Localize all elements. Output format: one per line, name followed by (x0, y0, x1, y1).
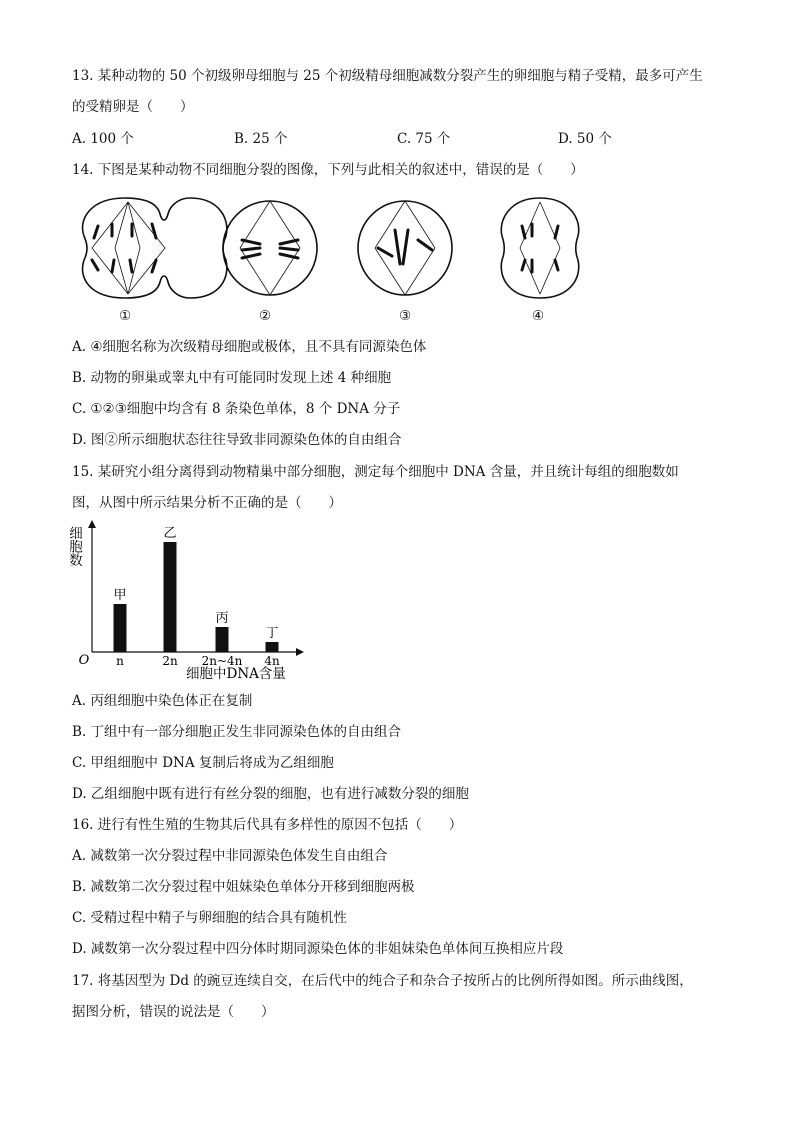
bar-label-4: 丁 (265, 626, 279, 641)
q16-option-a: A. 减数第一次分裂过程中非同源染色体发生自由组合 (72, 848, 388, 864)
q13-option-d: D. 50 个 (558, 131, 612, 147)
bar-4 (266, 642, 279, 652)
bar-2 (164, 542, 177, 652)
q14-stem: 14. 下图是某种动物不同细胞分裂的图像，下列与此相关的叙述中，错误的是（ ） (72, 162, 584, 178)
cell-figure-2 (223, 201, 317, 295)
x-axis-arrow (296, 648, 304, 656)
x-tick-4: 4n (264, 654, 280, 668)
q15-option-c: C. 甲组细胞中 DNA 复制后将成为乙组细胞 (72, 755, 334, 771)
q15-stem-line1: 15. 某研究小组分离得到动物精巢中部分细胞，测定每个细胞中 DNA 含量，并且统计每组的细胞数如 (72, 464, 679, 480)
dna-content-bar-chart (60, 518, 320, 688)
q17-stem-line1: 17. 将基因型为 Dd 的豌豆连续自交，在后代中的纯合子和杂合子按所占的比例所得如图。所示曲线图， (72, 973, 693, 989)
q13-stem-line2: 的受精卵是（ ） (72, 99, 194, 115)
bar-label-3: 丙 (215, 611, 229, 626)
x-axis-label: 细胞中DNA含量 (186, 666, 286, 682)
q17-stem-line2: 据图分析，错误的说法是（ ） (72, 1004, 275, 1020)
q15-option-b: B. 丁组中有一部分细胞正发生非同源染色体的自由组合 (72, 724, 402, 740)
q14-option-a: A. ④细胞名称为次级精母细胞或极体，且不具有同源染色体 (72, 339, 427, 355)
bar-3 (216, 627, 229, 652)
q16-stem: 16. 进行有性生殖的生物其后代具有多样性的原因不包括（ ） (72, 817, 463, 833)
q13-option-a: A. 100 个 (72, 131, 134, 147)
cell-division-figures (70, 190, 590, 308)
cell-caption-4: ④ (532, 308, 545, 324)
q13-stem-line1: 13. 某种动物的 50 个初级卵母细胞与 25 个初级精母细胞减数分裂产生的卵细胞与精子受精，最多可产生 (72, 68, 703, 84)
bar-label-2: 乙 (163, 526, 177, 541)
bar-label-1: 甲 (113, 588, 127, 603)
x-tick-2: 2n (162, 654, 178, 668)
x-tick-1: n (116, 654, 124, 668)
q16-option-d: D. 减数第一次分裂过程中四分体时期同源染色体的非姐妹染色单体间互换相应片段 (72, 941, 564, 957)
cell-caption-1: ① (119, 308, 132, 324)
cell-caption-2: ② (259, 308, 272, 324)
q13-option-b: B. 25 个 (234, 131, 288, 147)
q15-option-d: D. 乙组细胞中既有进行有丝分裂的细胞，也有进行减数分裂的细胞 (72, 786, 469, 802)
q13-option-c: C. 75 个 (397, 131, 451, 147)
q16-option-c: C. 受精过程中精子与卵细胞的结合具有随机性 (72, 910, 347, 926)
q16-option-b: B. 减数第二次分裂过程中姐妹染色单体分开移到细胞两极 (72, 879, 415, 895)
origin-label: O (78, 653, 90, 668)
q14-option-c: C. ①②③细胞中均含有 8 条染色单体，8 个 DNA 分子 (72, 401, 401, 417)
q14-option-b: B. 动物的卵巢或睾丸中有可能同时发现上述 4 种细胞 (72, 370, 392, 386)
cell-caption-3: ③ (399, 308, 412, 324)
cell-figure-1 (83, 198, 227, 298)
cell-figure-4 (501, 198, 578, 298)
y-axis-label: 细胞数 (66, 526, 82, 567)
bar-1 (114, 604, 127, 652)
q15-stem-line2: 图，从图中所示结果分析不正确的是（ ） (72, 495, 342, 511)
q15-option-a: A. 丙组细胞中染色体正在复制 (72, 693, 253, 709)
y-axis-arrow (88, 520, 96, 528)
cell-figure-3 (358, 201, 452, 295)
x-tick-3: 2n~4n (201, 654, 243, 668)
q14-option-d: D. 图②所示细胞状态往往导致非同源染色体的自由组合 (72, 432, 402, 448)
